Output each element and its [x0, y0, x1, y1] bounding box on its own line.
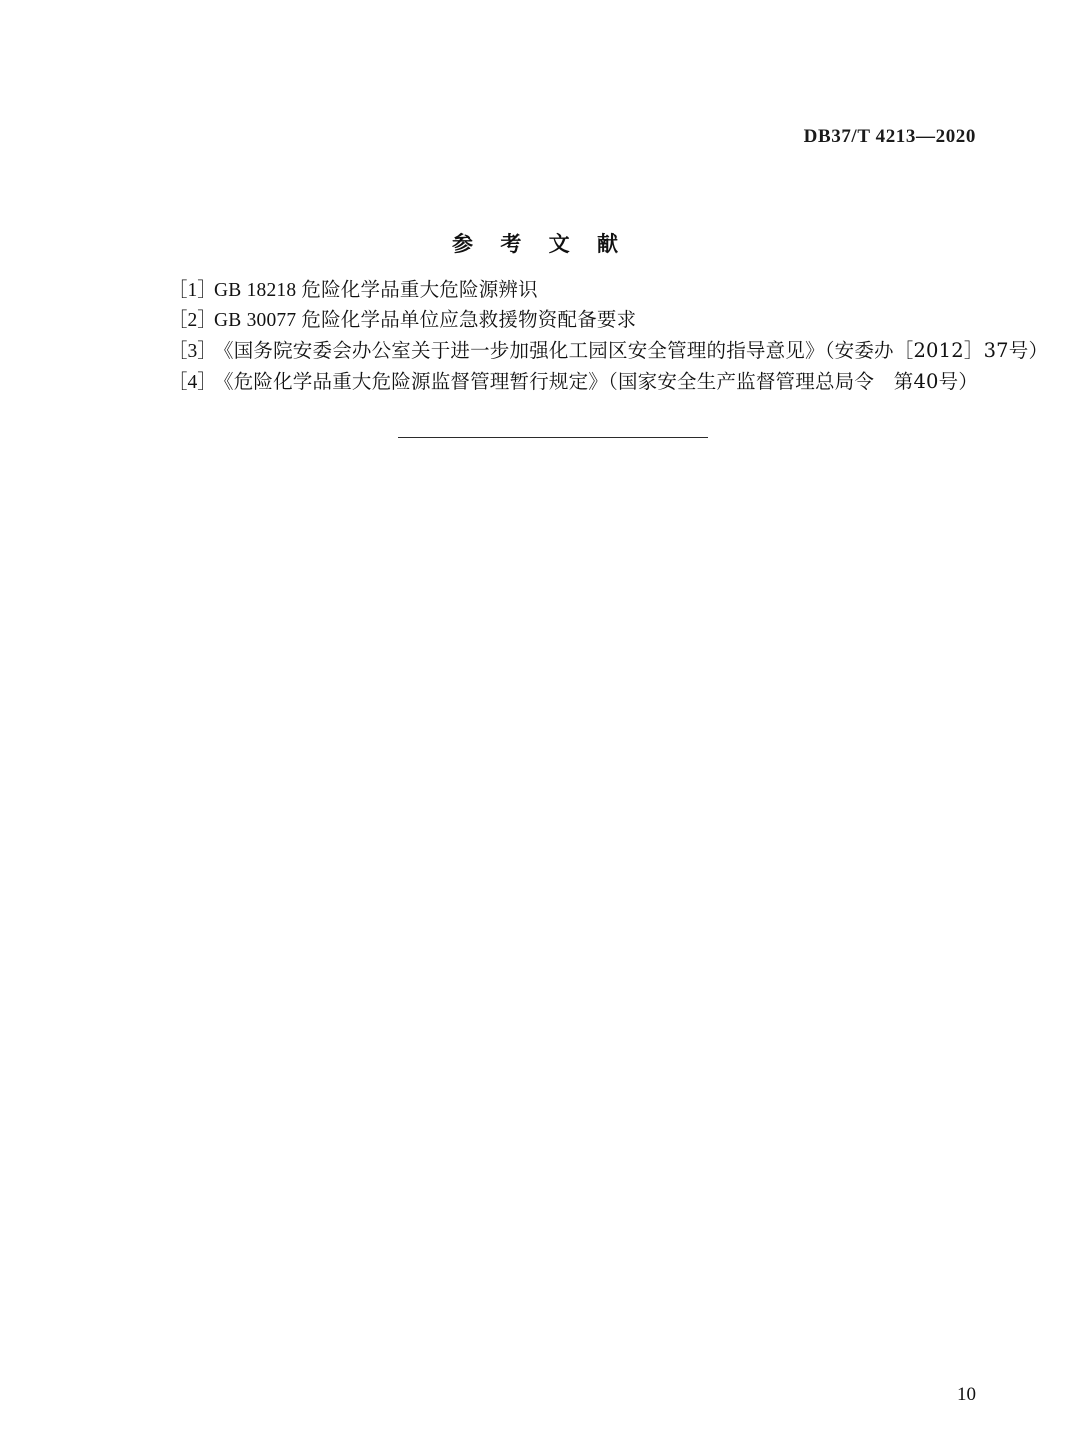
- reference-text: GB 18218 危险化学品重大危险源辨识: [214, 280, 538, 301]
- reference-index: ［1］: [168, 280, 217, 301]
- reference-text: 《危险化学品重大危险源监督管理暂行规定》（国家安全生产监督管理总局令 第40号）: [214, 370, 979, 393]
- list-item: [168, 306, 1008, 336]
- list-item: [168, 336, 1049, 367]
- reference-index: ［3］: [168, 341, 217, 362]
- document-header-standard-number: DB37/T 4213—2020: [803, 126, 976, 147]
- section-end-divider: [398, 437, 708, 438]
- reference-text: GB 30077 危险化学品单位应急救援物资配备要求: [214, 310, 637, 331]
- list-item: [168, 276, 1008, 306]
- reference-index: ［4］: [168, 372, 217, 393]
- reference-text: 《国务院安委会办公室关于进一步加强化工园区安全管理的指导意见》（安委办［2012］37号）: [214, 339, 1049, 362]
- reference-list: [168, 276, 1049, 398]
- list-item: [168, 367, 1008, 398]
- page-title: 参 考 文 献: [452, 231, 628, 256]
- reference-index: ［2］: [168, 310, 217, 331]
- page-number: 10: [957, 1384, 976, 1405]
